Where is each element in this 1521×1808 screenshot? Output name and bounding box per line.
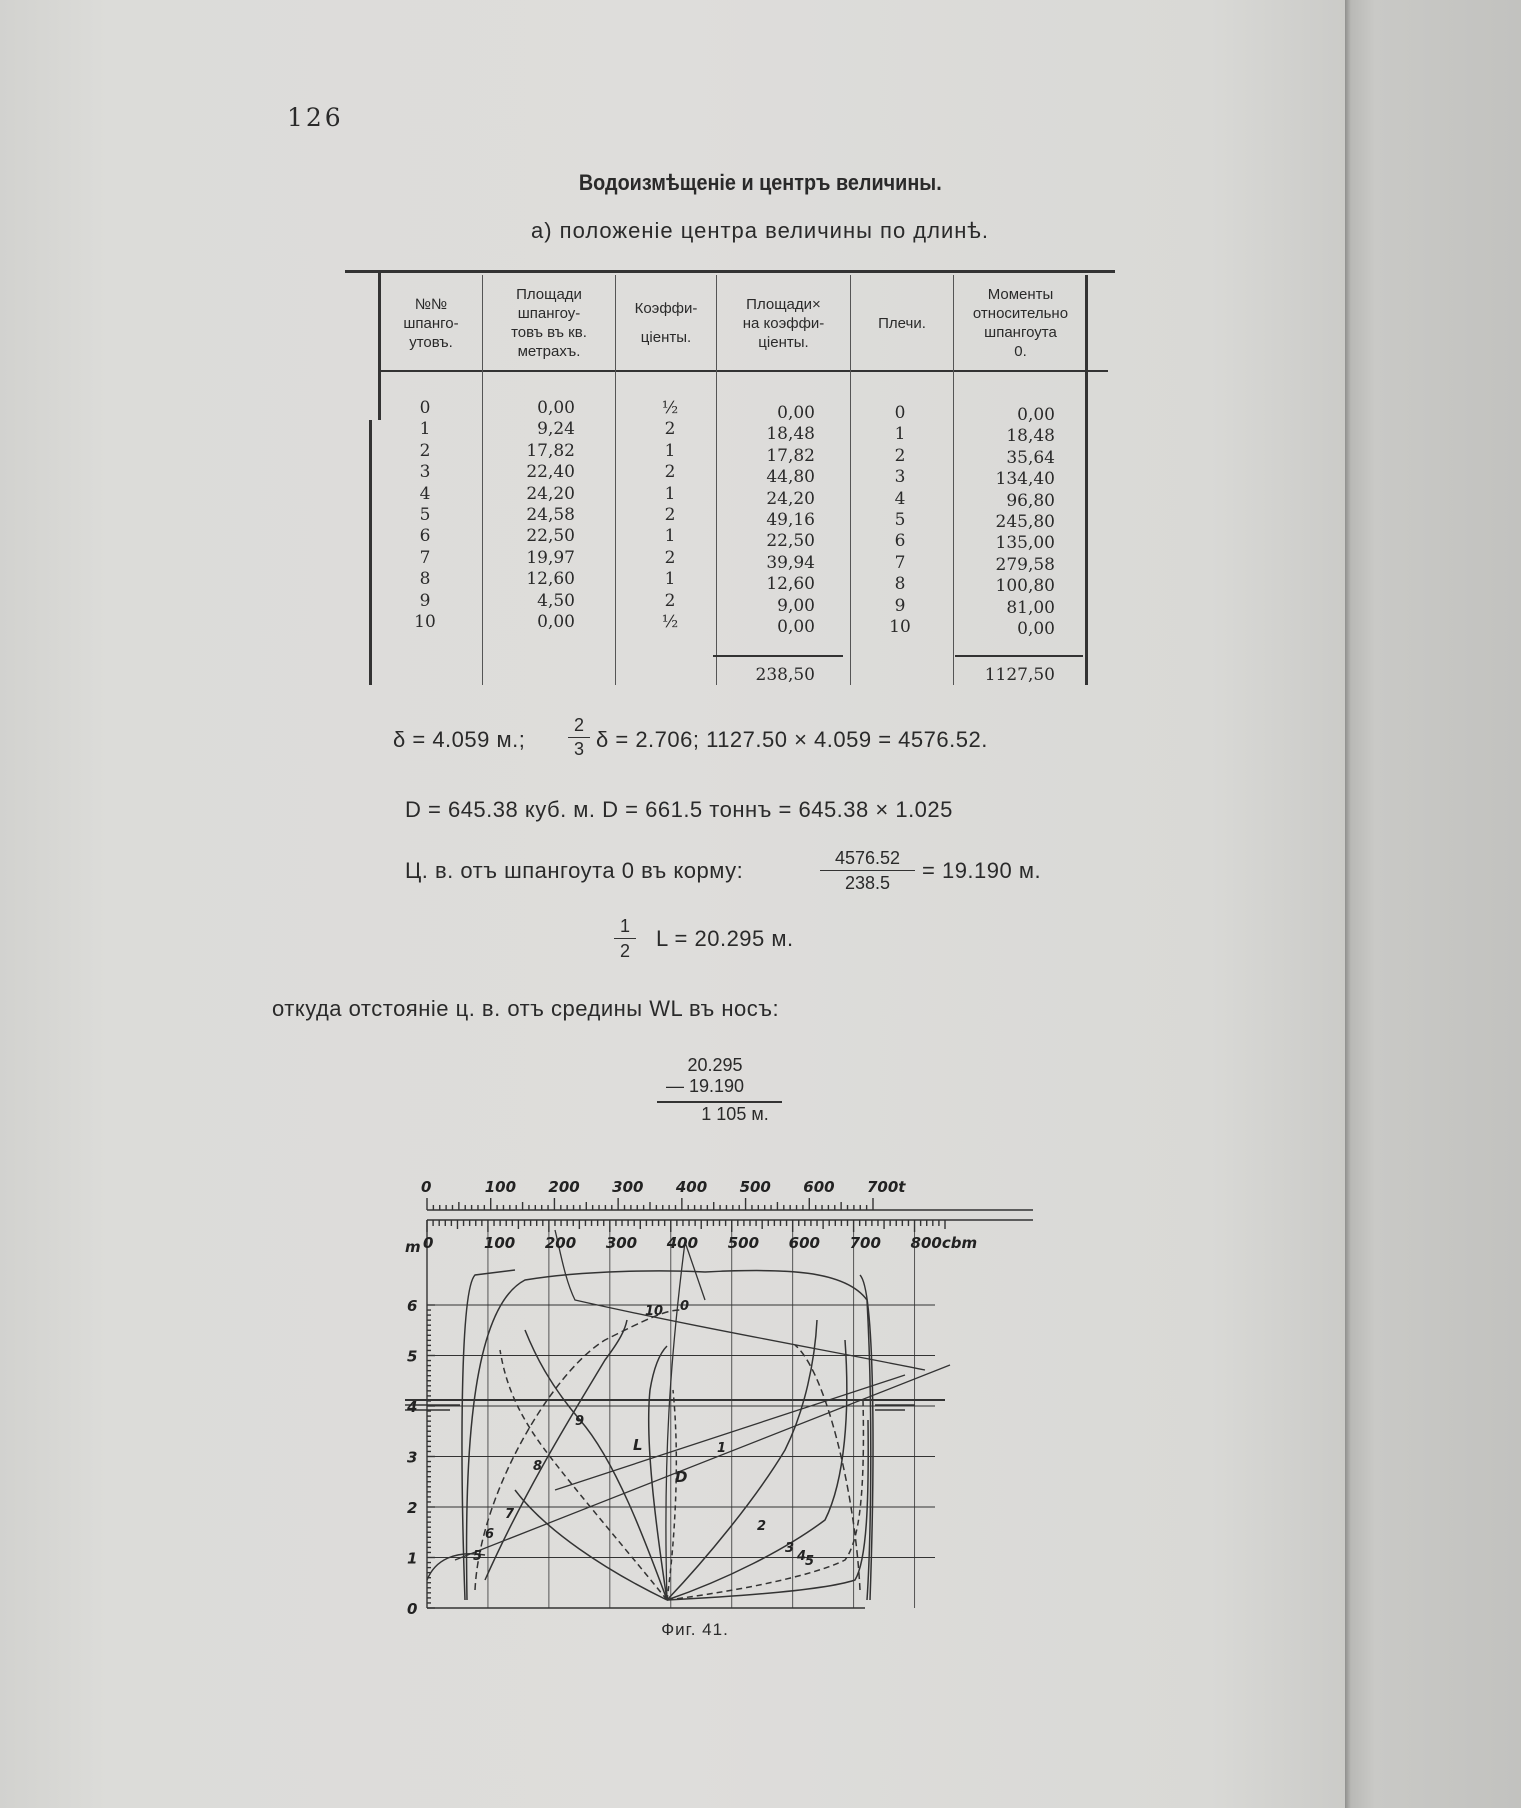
section-subtitle: а) положеніе центра величины по длинѣ. [530, 218, 989, 243]
cbm-tick-label: 100 [483, 1234, 516, 1252]
table-cell: 134,40 [995, 469, 1055, 490]
fraction-one-half: $\frac{1}{2}$ [614, 914, 636, 963]
cbm-tick-label: 500 [727, 1234, 760, 1252]
tons-tick-label: 400 [675, 1178, 708, 1196]
formula-centre-aft: Ц. в. отъ шпангоута 0 въ корму: [405, 858, 744, 883]
hydrostatic-figure [405, 1160, 1065, 1620]
table-cell: 1 [664, 440, 676, 461]
cbm-tick-label: 800cbm [910, 1234, 978, 1252]
table-cell: 9 [894, 595, 906, 616]
cbm-tick-label: 0 [423, 1234, 434, 1252]
table-cell: 2 [664, 419, 676, 440]
formula-distance-text: откуда отстояніе ц. в. отъ средины WL въ носъ: [272, 996, 780, 1021]
curve-label: 9 [575, 1414, 585, 1429]
section-outline [500, 1350, 667, 1600]
curve-label: 3 [785, 1541, 795, 1556]
scale-ticks [427, 1198, 945, 1608]
table-cell: 44,80 [766, 467, 815, 488]
table-cell: 0,00 [1017, 405, 1055, 425]
table-cell: 24,20 [526, 483, 575, 504]
table-cell: ½ [661, 398, 679, 418]
table-cell: 9,00 [777, 595, 815, 616]
table-cell: 24,20 [766, 488, 815, 509]
cbm-tick-label: 300 [605, 1234, 638, 1252]
table-cell: 35,64 [1006, 447, 1055, 468]
curve-label: 4 [797, 1549, 807, 1564]
meters-tick-label: 5 [407, 1347, 418, 1366]
column-products [735, 403, 815, 638]
header-arms: Плечи. [878, 314, 926, 332]
subtraction-a: 20.295 [687, 1055, 743, 1075]
table-cell: 9,24 [537, 419, 575, 440]
table-cell: 0 [894, 403, 906, 423]
curve-line [455, 1365, 950, 1560]
tons-tick-label: 0 [421, 1178, 432, 1196]
table-cell: 22,40 [526, 462, 575, 483]
subtraction-rule [657, 1101, 782, 1103]
hydrostatic-curves [455, 1230, 950, 1600]
table-cell: 19,97 [526, 547, 575, 568]
meters-tick-label: 2 [407, 1499, 418, 1517]
point-label: L [633, 1436, 643, 1454]
table-cell: 8 [419, 569, 431, 590]
tons-tick-label: 200 [548, 1178, 580, 1196]
table-cell: 10 [414, 611, 436, 632]
subtraction-result: 1 105 м. [701, 1104, 769, 1124]
tons-tick-label: 100 [484, 1178, 517, 1196]
curve-label: 8 [533, 1459, 543, 1474]
table-cell: 12,60 [526, 569, 575, 590]
table-cell: 0,00 [537, 398, 575, 418]
cbm-tick-label: 600 [788, 1234, 820, 1252]
table-cell: 0 [419, 398, 431, 418]
section-outline [649, 1346, 667, 1600]
table-cell: 279,58 [995, 554, 1055, 575]
table-cell: 0,00 [1017, 618, 1055, 639]
total-products: 238,50 [755, 665, 815, 685]
point-label: D [675, 1468, 688, 1486]
header-moments: Моменты относительно шпангоута 0. [972, 286, 1069, 360]
header-frame-no: №№ шпанго- утовъ. [403, 295, 459, 351]
tons-tick-label: 600 [803, 1178, 835, 1196]
curve-label: 7 [505, 1507, 515, 1522]
meters-unit-label: m [405, 1238, 421, 1256]
subtraction-b: — 19.190 [665, 1076, 745, 1096]
table-cell: 5 [894, 509, 906, 530]
frame-sections [427, 1270, 873, 1600]
table-cell: 17,82 [526, 440, 575, 461]
table-cell: 7 [894, 552, 906, 573]
curve-label: 0 [680, 1299, 690, 1314]
section-outline [667, 1340, 847, 1600]
meters-tick-label: 6 [407, 1297, 418, 1315]
table-cell: 2 [664, 462, 676, 483]
fraction-two-thirds: $\frac{2}{3}$ [568, 714, 590, 761]
table-cell: 135,00 [995, 533, 1055, 554]
formula-line-1: δ = 4.059 м.; [393, 727, 526, 752]
table-cell: 22,50 [766, 531, 815, 552]
curve-line [666, 1242, 688, 1600]
table-cell: 4,50 [537, 590, 575, 611]
table-cell: 17,82 [766, 445, 815, 466]
curve-label: 6 [485, 1527, 495, 1542]
section-title: Водоизмѣщеніе и центръ величины. [578, 170, 942, 195]
table-cell: 2 [894, 445, 906, 466]
table-cell: 4 [419, 483, 431, 504]
total-moments: 1127,50 [984, 665, 1055, 685]
table-cell: 12,60 [766, 574, 815, 595]
formula-centre-aft-result: = 19.190 м. [922, 858, 1042, 883]
cbm-tick-label: 200 [544, 1234, 577, 1252]
table-cell: 2 [664, 504, 676, 525]
table-cell: 6 [419, 526, 431, 547]
meters-tick-label: 0 [407, 1600, 418, 1618]
table-cell: 1 [664, 526, 676, 547]
table-cell: 49,16 [766, 509, 815, 530]
table-cell: 2 [664, 590, 676, 611]
fraction-moment-over-area: $\frac{4576.52}{238.5}$ [820, 846, 915, 895]
curve-label: 5 [473, 1549, 483, 1564]
table-cell: 81,00 [1006, 597, 1055, 618]
table-cell: 3 [894, 467, 906, 488]
table-cell: 18,48 [766, 424, 815, 445]
table-cell: 1 [894, 424, 906, 445]
table-cell: 0,00 [777, 403, 815, 423]
cbm-tick-label: 700 [849, 1234, 881, 1252]
figure-labels [405, 1178, 977, 1618]
curve-label: 5 [805, 1554, 815, 1569]
table-cell: 3 [419, 462, 431, 483]
header-products: Площади× на коэффи- ціенты. [742, 295, 825, 351]
column-frames [395, 398, 455, 633]
meters-tick-label: 3 [407, 1448, 418, 1467]
table-cell: 39,94 [766, 552, 815, 573]
formula-half-length: L = 20.295 м. [656, 926, 794, 951]
table-cell: 8 [894, 574, 906, 595]
table-cell: 2 [664, 547, 676, 568]
table-cell: 1 [419, 419, 431, 440]
table-cell: 18,48 [1006, 426, 1055, 447]
formula-line-1b: δ = 2.706; 1127.50 × 4.059 = 4576.52. [596, 727, 988, 752]
table-cell: 0,00 [777, 616, 815, 637]
header-areas: Площади шпангоу- товъ въ кв. метрахъ. [511, 286, 587, 360]
table-cell: 22,50 [526, 526, 575, 547]
curve-label: 2 [757, 1519, 767, 1534]
table-cell: 0,00 [537, 611, 575, 632]
table-cell: 9 [419, 590, 431, 611]
table-cell: 24,58 [526, 504, 575, 525]
table-cell: 10 [889, 616, 911, 637]
curve-line [555, 1375, 905, 1490]
section-outline [485, 1320, 627, 1580]
table-cell: 100,80 [995, 576, 1055, 597]
table-cell: 4 [894, 488, 906, 509]
tons-tick-label: 300 [612, 1178, 644, 1196]
header-coefficients: Коэффи- ціенты. [634, 300, 698, 346]
tons-tick-label: 500 [739, 1178, 771, 1196]
table-cell: 245,80 [995, 511, 1055, 532]
table-cell: 96,80 [1006, 490, 1055, 511]
buoyancy-table [345, 270, 1115, 695]
column-areas [495, 398, 575, 633]
column-arms [875, 403, 925, 638]
table-cell: 7 [419, 547, 431, 568]
column-moments [965, 405, 1055, 640]
figure-caption: Фиг. 41. [661, 1620, 729, 1639]
cbm-tick-label: 400 [666, 1234, 699, 1252]
section-outline [667, 1400, 863, 1600]
page-edge [1345, 0, 1521, 1808]
page-number: 126 [287, 103, 344, 132]
table-cell: 2 [419, 440, 431, 461]
curve-label: 1 [717, 1441, 727, 1456]
meters-tick-label: 4 [407, 1398, 418, 1416]
table-cell: ½ [661, 611, 679, 632]
table-cell: 6 [894, 531, 906, 552]
table-cell: 1 [664, 569, 676, 590]
table-cell: 1 [664, 483, 676, 504]
formula-displacement: D = 645.38 куб. м. D = 661.5 тоннъ = 645.38 × 1.025 [405, 797, 953, 822]
table-cell: 5 [419, 504, 431, 525]
column-coefficients [645, 398, 695, 633]
meters-tick-label: 1 [407, 1549, 418, 1568]
tons-tick-label: 700t [867, 1178, 906, 1196]
curve-label: 10 [645, 1304, 664, 1319]
